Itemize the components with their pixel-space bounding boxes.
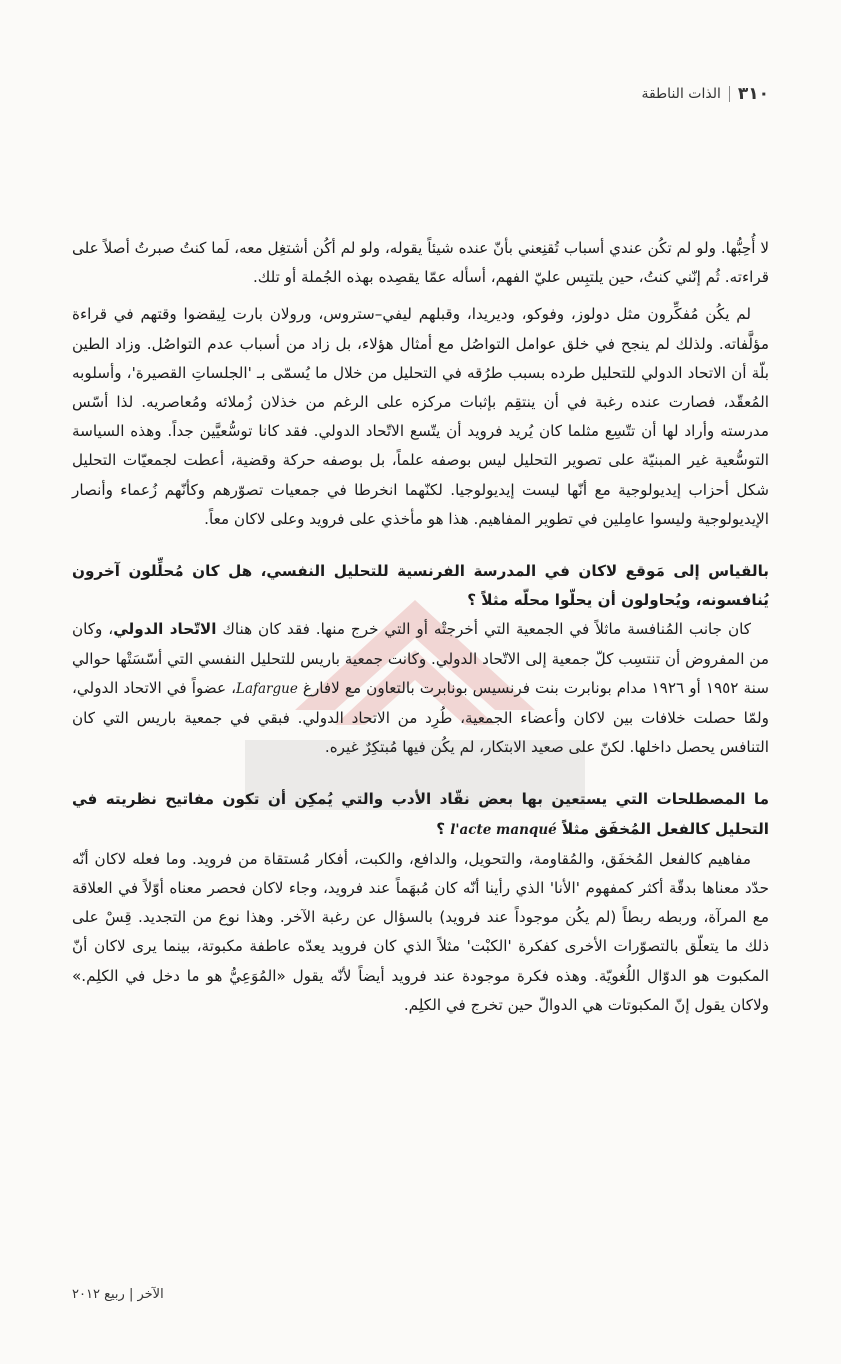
question-2-part-2: ؟ (436, 819, 451, 838)
page-number: ٣١٠ (737, 84, 769, 104)
question-2-latin-term: l'acte manqué (450, 821, 557, 838)
answer-1-part-2: ، وكان من المفروض أن تنتسِب كلّ جمعية إلى الاتّحاد الدولي. وكانت جمعية باريس للتحليل النفسي التي أسّسَتْها حوالي سنة ١٩٥٢ أو ١٩٢٦ مدام بونابرت بنت فرنسيس بونابرت بالتعاون مع لافارغ (72, 620, 769, 697)
question-2-part-1: ما المصطلحات التي يستعين بها بعض نقّاد الأدب والتي يُمكِن أن تكون مفاتيح نظريته في التحليل كالفعل المُخفَق مثلاً (72, 790, 769, 838)
article-body (72, 234, 769, 1020)
answer-1-part-3: ، عضواً في الاتحاد الدولي، ولمّا حصلت خلافات بين لاكان وأعضاء الجمعية، طُرِد من الاتحاد الدولي. فبقي في جمعية باريس التي كان التنافس يحصل داخلها. لكنّ على صعيد الابتكار، لم يكُن فيها مُبتكِرٌ غيره. (72, 678, 769, 757)
header-divider (729, 86, 730, 102)
interview-question-2 (72, 785, 769, 844)
interview-question-1: بالقياس إلى مَوقع لاكان في المدرسة الفرنسية للتحليل النفسي، هل كان مُحلِّلون آخرون يُنافسونه، ويُحاولون أن يحلّوا محلّه مثلاً ؟ (72, 562, 769, 610)
page-footer: الآخر | ربيع ٢٠١٢ (72, 1287, 164, 1302)
running-header (60, 84, 769, 104)
answer-1-latin-term: Lafargue (236, 680, 298, 697)
interview-answer-1 (72, 615, 769, 762)
answer-1-bold-term: الاتّحاد الدولي (113, 620, 217, 639)
paragraph-thinkers: لم يكُن مُفكِّرون مثل دولوز، وفوكو، وديريدا، وقبلهم ليفي–ستروس، ورولان بارت لِيقضوا وقتهم في قراءة مؤلَّفاته. ولذلك لم ينجح في خلق عوامل التواصُل مع أمثال هؤلاء، بل زاد من أسباب عدم التواصُل. وزاد الطين بلّة أن الاتحاد الدولي للتحليل طرده بسبب طرُقه في التحليل من خلال ما يُسمّى بـ 'الجلساتِ القصيرة'، وأسلوبه المُعقّد، فصارت عنده رغبة في أن ينتقِم بإثبات مركزه على الرغم من خذلان زُملائه ومُعاصريه. لذا أسّس مدرسته وأراد لها أن تتّسِع مثلما كان يُريد فرويد أن يتّسع الاتّحاد الدولي. فقد كانا توسُّعيَّين جداً. وهذه السياسة التوسُّعية غير المبنيّة على تصوير التحليل ليس بوصفه علماً، بل بوصفه حركة وقضية، أعطت لجمعيّات التحليل شكل أحزاب إيديولوجية مع أنّها ليست إيديولوجيا. لكنّهما انخرطا في جمعيات تصوّرهم وكأنّهم زُعماء وأنصار الإيديولوجية وليسوا عامِلين في تطوير المفاهيم. هذا هو مأخذي على فرويد وعلى لاكان معاً. (72, 305, 769, 528)
running-title: الذات الناطقة (641, 86, 721, 102)
paragraph-continued: لا أُحِبُّها. ولو لم تكُن عندي أسباب تُقنِعني بأنّ عنده شيئاً يقوله، ولو لم أكُن أشتغِل معه، لَما كنتُ صبرتُ أصلاً على قراءته. ثُم إنّني كنتُ، حين يلتبِس عليّ الفهم، أسأله عمّا يقصِده بهذه الجُملة أو تلك. (72, 239, 769, 287)
interview-answer-2: مفاهيم كالفعل المُخفَق، والمُقاومة، والتحويل، والدافع، والكبت، أفكار مُستقاة من فرويد. وما فعله لاكان أنّه حدّد معناها بدقّة أكثر كمفهوم 'الأنا' الذي رأينا أنّه كان مُبهَماً عند فرويد، وجاء لاكان فحصر معناه أوّلاً في العلاقة مع المرآة، وربطه ربطاً (لم يكُن موجوداً عند فرويد) بالسؤال عن رغبة الآخر. وهذا نوع من التجديد. قِسْ على ذلك ما يتعلّق بالتصوّرات الأخرى كفكرة 'الكبْت' مثلاً الذي كان فرويد يعدّه عاطفة مكبوتة، بينما يرى لاكان أنّ المكبوت هو الدوّال اللُغويّة. وهذه فكرة موجودة عند فرويد أيضاً لأنّه يقول «المُوَعِيُّ هو ما دخل في الكلِم.» ولاكان يقول إنّ المكبوتات هي الدوالّ حين تخرج في الكلِم. (72, 849, 769, 1014)
answer-1-part-1: كان جانب المُنافسة ماثلاً في الجمعية التي أخرجتْه أو التي خرج منها. فقد كان هناك (216, 620, 752, 639)
